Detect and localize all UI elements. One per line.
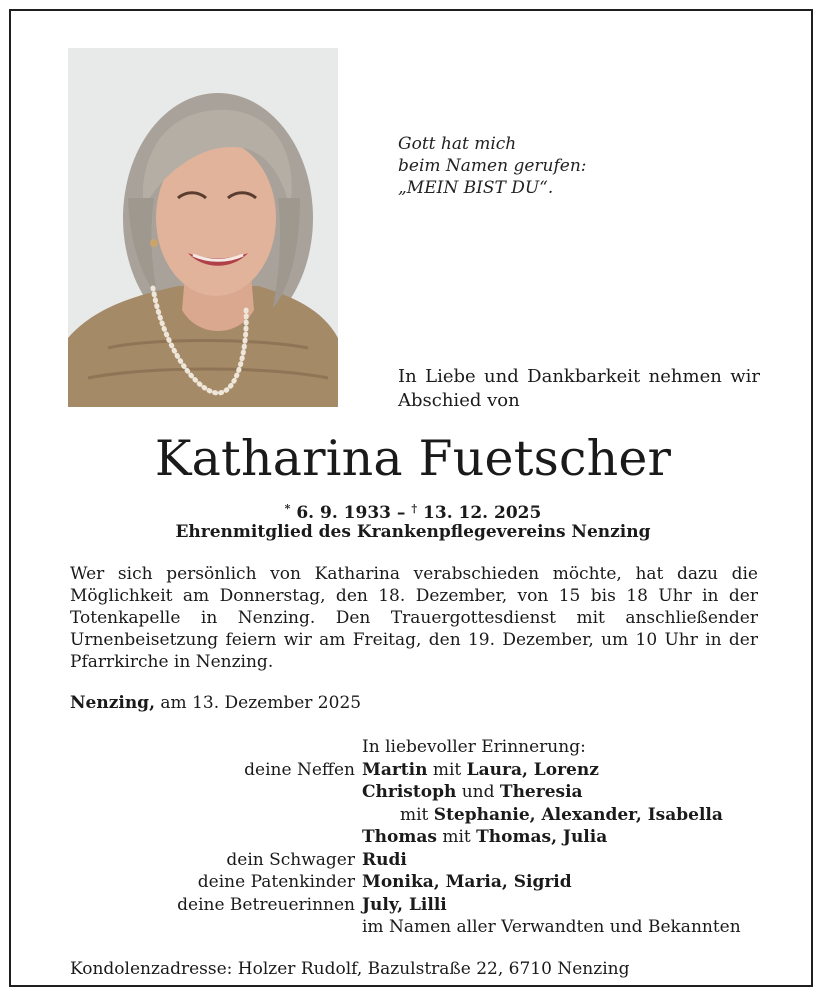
date-separator: –: [396, 503, 406, 523]
birth-symbol: *: [284, 502, 291, 515]
mourner-row: [0, 871, 826, 894]
intro-text: In Liebe und Dankbarkeit nehmen wir Abschied von: [398, 366, 760, 411]
condolence-address: Kondolenzadresse: Holzer Rudolf, Bazulstraße 22, 6710 Nenzing: [70, 959, 630, 979]
mourner-row: [0, 849, 826, 872]
announcement-line: Totenkapelle in Nenzing. Den Trauergottesdienst mit anschließender: [70, 608, 758, 628]
quote-line: Gott hat mich: [398, 134, 517, 154]
mourner-names: [362, 759, 599, 782]
place-town: Nenzing,: [70, 693, 155, 713]
mourner-names: [362, 871, 572, 894]
death-date: 13. 12. 2025: [423, 503, 542, 523]
memory-heading: In liebevoller Erinnerung:: [362, 737, 586, 757]
announcement-line: Möglichkeit am Donnerstag, den 18. Dezember, von 15 bis 18 Uhr in der: [70, 586, 758, 606]
mourner-name: Christoph: [362, 782, 457, 802]
memory-heading-row: [0, 736, 826, 759]
mourner-name: July, Lilli: [362, 894, 447, 915]
mourner-connector: mit: [427, 759, 467, 780]
bible-quote: [398, 133, 587, 199]
mourner-row: [0, 826, 826, 849]
mourner-relation: deine Betreuerinnen: [177, 894, 355, 915]
portrait-illustration: [68, 48, 338, 407]
mourner-name: Stephanie, Alexander, Isabella: [433, 804, 723, 825]
announcement-line: Urnenbeisetzung feiern wir am Freitag, den 19. Dezember, um 10 Uhr in der: [70, 630, 758, 650]
announcement-line: Pfarrkirche in Nenzing.: [70, 652, 274, 672]
quote-line: „MEIN BIST DU“.: [398, 178, 554, 198]
mourner-row: [0, 759, 826, 782]
portrait-photo: [68, 48, 338, 407]
mourner-names: [362, 894, 447, 917]
place-date: [70, 691, 361, 715]
mourner-names: [400, 804, 723, 827]
mourner-connector: mit: [400, 804, 434, 825]
mourner-row: [0, 781, 826, 804]
mourner-name: Theresia: [499, 782, 583, 802]
quote-line: beim Namen gerufen:: [398, 156, 587, 176]
death-symbol: †: [411, 502, 418, 515]
mourner-names: [362, 849, 407, 872]
announcement-text: [70, 563, 758, 673]
mourner-relation: deine Patenkinder: [197, 872, 355, 892]
honorary-title: Ehrenmitglied des Krankenpflegevereins Nenzing: [175, 522, 651, 542]
mourner-name: Monika, Maria, Sigrid: [362, 872, 572, 892]
mourner-row: [0, 916, 826, 939]
place-date-text: am 13. Dezember 2025: [160, 693, 362, 713]
mourner-names: [362, 781, 583, 804]
mourner-relation: dein Schwager: [226, 849, 355, 870]
mourner-connector: und: [456, 782, 500, 802]
mourner-name: Laura, Lorenz: [466, 759, 599, 780]
mourner-name: Thomas, Julia: [476, 827, 608, 847]
mourner-name: Thomas: [362, 827, 437, 847]
mourner-connector: mit: [436, 827, 477, 847]
mourner-name: Martin: [362, 759, 428, 780]
mourner-relation: deine Neffen: [244, 759, 355, 780]
mourner-row: [0, 804, 826, 827]
deceased-name: Katharina Fuetscher: [154, 430, 672, 487]
mourner-names: [362, 826, 607, 849]
mourner-connector: im Namen aller Verwandten und Bekannten: [362, 917, 741, 937]
mourner-row: [0, 894, 826, 917]
mourner-name: Rudi: [362, 849, 407, 870]
announcement-line: Wer sich persönlich von Katharina verabschieden möchte, hat dazu die: [70, 564, 758, 584]
memory-rows: [0, 759, 826, 939]
mourner-names: [362, 916, 741, 939]
mourners-list: [0, 736, 826, 939]
birth-date: 6. 9. 1933: [296, 503, 391, 523]
